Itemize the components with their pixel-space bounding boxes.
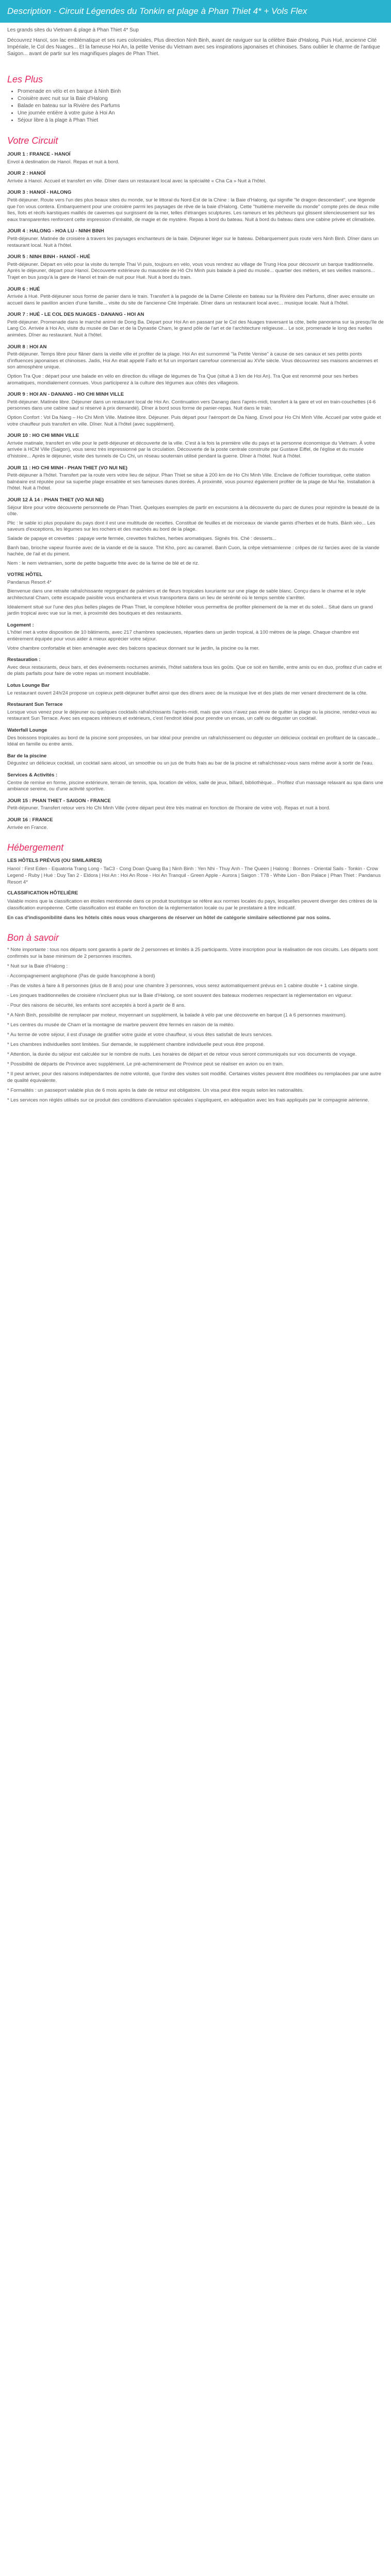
day-text: Arrivée en France. bbox=[7, 824, 48, 831]
day-text: Petit-déjeuner. Matinée de croisière à travers les paysages enchanteurs de la baie. Déjeuner léger sur le bateau. Débarquement puis route vers Ninh Binh. Dîner dans un restaurant local. Nuit à l'hôtel. bbox=[7, 235, 379, 248]
day-title: Waterfall Lounge bbox=[7, 727, 47, 733]
day-text: Plic : le sable ici plus populaire du pays dont il est une multitude de recettes. Constitué de feuilles et de morceaux de viande garnis d'herbes et de fruits. Bánh xèo... Les saveurs d'exceptions, les légumes sur les rochers et des marchés au bord de la plage. bbox=[7, 520, 376, 533]
day-title: JOUR 8 : HOI AN bbox=[7, 344, 47, 350]
day-text: Nem : le nem vietnamien, sorte de petite baguette frite avec de la farine de blé et de riz. bbox=[7, 560, 200, 566]
day-text: Petit-déjeuner. Matinée libre. Déjeuner dans un restaurant local de Hoi An. Continuation vers Danang dans l'après-midi, transfert à la gare et vol en train-couchettes (4-6 personnes dans une cabine sauf si réservé à prix demandé). Dîner à bord sous forme de panier-repas. Nuit dans le train. bbox=[7, 399, 376, 412]
plus-list bbox=[0, 88, 391, 124]
day-title: JOUR 12 À 14 : PHAN THIET (VO NUI NE) bbox=[7, 497, 104, 503]
day-text: Option Tra Que : départ pour une balade en vélo en direction du village de légumes de Tra Que (situé à 3 km de Hoi An). Tra Que est renommé pour ses herbes aromatiques, mondialement connues. Vous participerez à la culture des légumes aux côtés des villageois. bbox=[7, 374, 358, 386]
day-text: Arrivée matinale, transfert en ville pour le petit-déjeuner et découverte de la ville. C'est à la fois la première ville du pays et la personne économique du Vietnam. À votre arrivée à HCM Ville (Saigon), vous serez très impressionné par la circulation. Découverte de la poste centrale construite par Gustave Eiffel, de l'église et du musée d'histoire... Après le déjeuner, visite des tunnels de Cu Chi, un réseau souterrain utilisé pendant la guerre. Dîner à l'hôtel. Nuit à l'hôtel. bbox=[7, 440, 376, 459]
list-item: • Promenade en vélo et en barque à Ninh Binh bbox=[18, 88, 384, 95]
circuit-heading: Votre Circuit bbox=[7, 135, 58, 146]
day-text: Pandanus Resort 4* bbox=[7, 579, 52, 585]
info-paragraph: - Pour des raisons de sécurité, les enfants sont acceptés à bord à partir de 8 ans. bbox=[7, 1003, 186, 1009]
hotels-head: LES HÔTELS PRÉVUS (OU SIMILAIRES) bbox=[7, 858, 102, 864]
info-paragraph: - Accompagnement anglophone (Pas de guide francophone à bord) bbox=[7, 973, 155, 979]
circuit-days bbox=[0, 151, 391, 831]
day-title: JOUR 9 : HOI AN - DANANG - HO CHI MINH VILLE bbox=[7, 392, 124, 398]
day-text: Des boissons tropicales au bord de la piscine sont proposées, un bar idéal pour prendre un rafraîchissement ou déguster un délicieux cocktail en profitant de la cascade... Idéal en famille ou entre amis. bbox=[7, 735, 380, 748]
know-heading: Bon à savoir bbox=[7, 933, 59, 943]
day-title: JOUR 2 : HANOÏ bbox=[7, 171, 46, 177]
day-title: Restauration : bbox=[7, 657, 41, 663]
day-text: Envol à destination de Hanoï. Repas et nuit à bord. bbox=[7, 159, 120, 165]
info-paragraph: * A Ninh Binh, possibilité de remplacer par moteur, moyennant un supplément, la balade à vélo par une découverte en barque (1 à 6 personnes maximum). bbox=[7, 1012, 347, 1019]
info-paragraph: * Les chambres individuelles sont limitées. Sur demande, le supplément chambre individuelle peut vous être proposé. bbox=[7, 1042, 265, 1048]
classification-text: Valable moins que la classification en étoiles mentionnée dans ce produit touristique se réfère aux normes locales du pays, lesquelles peuvent diverger des critères de la classification européenne. Cette classification est établie en fonction de la réglementation locale ou par le prestataire à titre indicatif. bbox=[7, 899, 378, 911]
day-text: Banh bao, brioche vapeur fourrée avec de la viande et de la sauce. Thit Kho, porc au caramel. Banh Cuon, la crêpe vietnamienne : crêpes de riz farcies avec de la viande hachée, de l'ail et du piment. bbox=[7, 545, 380, 557]
day-title: JOUR 7 : HUÉ - LE COL DES NUAGES - DANANG - HOI AN bbox=[7, 312, 144, 318]
list-item: • Balade en bateau sur la Rivière des Parfums bbox=[18, 103, 384, 110]
day-title: Lotus Lounge Bar bbox=[7, 683, 50, 688]
day-text: Bienvenue dans une retraite rafraîchissante regorgeant de palmiers et de fleurs tropicales luxuriante sur une plage de sable blanc. Conçu dans le charme et le style architectural Cham, cette escapade paisible vous enchantera et vous transportera dans un lieu de sérénité où le temps semble s'arrêter. bbox=[7, 588, 366, 601]
day-text: Option Confort : Vol Da Nang – Ho Chi Minh Ville. Matinée libre. Déjeuner. Puis départ pour l'aéroport de Da Nang. Envol pour Ho Chi Minh Ville. Accueil par votre guide et votre chauffeur puis transfert en ville. Dîner. Nuit à l'hôtel (avec supplément). bbox=[7, 415, 381, 427]
day-text: Petit-déjeuner. Route vers l'un des plus beaux sites du monde, sur le littoral du Nord-Est de la Chine : la Baie d'Halong, qui signifie "le dragon descendant", une légende que l'on vous contera. Embarquement pour une croisière parmi les paysages de rêve de la baie d'Halong. Cette "huitième merveille du monde" compte près de deux mille îles, îlots et récifs karstiques maillés de cavernes qui surgissent de la mer, telles d'étranges sculptures. Les rameurs et les pêcheurs qui glissent silencieusement sur les eaux transparentes renforcent cette impression d'irréalité, de magie et de mystère. Repas à bord du bateau. Nuit à bord du bateau dans une cabine privée et climatisée. bbox=[7, 197, 379, 223]
info-paragraph: * Formalités : un passeport valable plus de 6 mois après la date de retour est obligatoire. Un visa peut être requis selon les nationalités. bbox=[7, 1088, 304, 1094]
day-title: Restaurant Sun Terrace bbox=[7, 702, 63, 708]
day-title: VOTRE HÔTEL bbox=[7, 572, 43, 578]
day-title: JOUR 5 : NINH BINH - HANOÏ - HUÉ bbox=[7, 254, 90, 260]
plus-heading: Les Plus bbox=[7, 74, 43, 84]
hotels-list: Hanoï : First Eden - Equatoria Trang Long - TaC3 - Cong Doan Quang Ba | Ninh Binh : Yen Nhi - Thuy Anh - The Queen | Halong : Bonnes - Oriental Sails - Tonkin - Crow Legend - Ruby | Hué : Duy Tan 2 - Eldora | Hoi An : Hoi An Rose - Hoi An Tranquil - Green Apple - Aurora | Saigon : T78 - White Lion - Bon Palace | Phan Thiet : Pandanus Resort 4* bbox=[7, 866, 381, 886]
day-text: Petit-déjeuner. Promenade dans le marché animé de Dong Ba. Départ pour Hoi An en passant par le Col des Nuages traversant la côte, belle panorama sur la presqu'île de Lang Co. Arrivée à Hoi An, visite du musée de Dan et de la Dynastie Cham, le grand pôle de l'art et de l'architecture religieuse... Le soir, promenade le long des ruelles animées. Dîner au restaurant. Nuit à l'hôtel. bbox=[7, 319, 384, 338]
classification-head: CLASSIFICATION HÔTELIÈRE bbox=[7, 890, 78, 896]
list-item: • Une journée entière à votre guise à Hoi An bbox=[18, 110, 384, 117]
day-title: JOUR 6 : HUÉ bbox=[7, 286, 40, 292]
day-text: Petit-déjeuner. Départ en vélo pour la visite du temple Thai Vi puis, toujours en vélo, vous vous rendrez au village de Trung Hoa pour découvrir un barque traditionnelle. Après le déjeuner, départ pour Hanoï. Découverte extérieure du mausolée de Hô Chi Minh puis balade à pied du musée... quartier des métiers, et ses vieilles maisons... Trajet en bus jusqu'à la gare de Hanoï et train de nuit pour Hué. Nuit à bord du train. bbox=[7, 261, 375, 280]
intro-subtitle: Les grands sites du Vietnam & plage à Phan Thiet 4* Sup bbox=[7, 27, 139, 33]
day-text: Idéalement situé sur l'une des plus belles plages de Phan Thiet, le complexe hôtelier vous permettra de profiter pleinement de la mer et du soleil... Situé dans un grand jardin tropical avec vue sur la mer, à proximité des boutiques et des restaurants. bbox=[7, 604, 373, 617]
hotels-note: En cas d'indisponibilité dans les hôtels cités nous vous chargerons de réserver un hôtel de catégorie similaire sélectionné par nos soins. bbox=[7, 915, 331, 921]
day-title: JOUR 10 : HO CHI MINH VILLE bbox=[7, 433, 79, 439]
day-title: Logement : bbox=[7, 622, 34, 628]
day-text: Lorsque vous venez pour le déjeuner ou quelques cocktails rafraîchissants l'après-midi, mais que vous n'avez pas envie de quitter la plage ou la piscine, rendez-vous au restaurant Sun Terrace. Avec ses espaces intérieurs et extérieurs, c'est l'endroit idéal pour prendre un encas, un café ou déguster un cocktail. bbox=[7, 709, 377, 722]
day-text: Séjour libre pour votre découverte personnelle de Phan Thiet. Quelques exemples de partir en excursions à la découverte du parc de dunes pour rejoindre la beauté de la côte. bbox=[7, 504, 380, 517]
list-item: • Croisière avec nuit sur la Baie d'Halong bbox=[18, 95, 384, 103]
day-title: Services & Activités : bbox=[7, 772, 58, 778]
info-paragraph: * Les centres du musée de Cham et la montagne de marbre peuvent être fermés en raison de la météo. bbox=[7, 1022, 235, 1028]
day-text: Petit-déjeuner. Temps libre pour flâner dans la vieille ville et profiter de la plage. Hoi An est surnommé "la Petite Venise" à cause de ses canaux et ses petits ponts d'influences japonaises et chinoises. Jadis, Hoi An était appelé Faifo et fut un important carrefour commercial au XVIe siècle. Vous découvrirez ses maisons anciennes et son atmosphère unique. bbox=[7, 351, 378, 370]
day-text: Petit-déjeuner à l'hôtel. Transfert par la route vers votre lieu de séjour. Phan Thiet se situe à 200 km de Ho Chi Minh Ville. Enclave de l'officier touristique, cette station balnéaire est réputée pour sa superbe plage ensablée et ses fameuses dunes dorées. À proximité, vous pourrez également profiter de la plage de Mui Ne. Installation à l'hôtel. Nuit à l'hôtel. bbox=[7, 472, 375, 492]
info-paragraph: - Pas de visites à faire à 8 personnes (plus de 8 ans) pour une chambre 3 personnes, vous serez automatiquement prévus en 1 cabine double + 1 cabine single. bbox=[7, 983, 359, 989]
hotels-section bbox=[0, 857, 391, 921]
page-title: Description - Circuit Légendes du Tonkin et plage à Phan Thiet 4* + Vols Flex bbox=[0, 0, 391, 23]
day-text: Dégustez un délicieux cocktail, un cocktail sans alcool, un smoothie ou un jus de fruits frais au bar de la piscine et rafraîchissez-vous sans même avoir à sortir de l'eau. bbox=[7, 760, 373, 767]
day-title: JOUR 1 : FRANCE - HANOÏ bbox=[7, 151, 71, 157]
day-text: L'hôtel met à votre disposition de 10 bâtiments, avec 217 chambres spacieuses, réparties dans un jardin tropical, à 100 mètres de la plage. Chaque chambre est entièrement équipée pour vous aider à mieux apprécier votre séjour. bbox=[7, 630, 359, 642]
info-paragraph: * Possibilité de départs de Province avec supplément. Le pré-acheminement de Province peut se réaliser en avion ou en train. bbox=[7, 1061, 284, 1067]
day-title: Bar de la piscine bbox=[7, 753, 47, 759]
day-title: JOUR 15 : PHAN THIET - SAIGON - FRANCE bbox=[7, 798, 111, 804]
intro-text: Découvrez Hanoï, son lac emblématique et ses rues coloniales, Plus direction Ninh Binh, avant de naviguer sur la célèbre Baie d'Halong. Puis Hué, ancienne Cité Impériale, le Col des Nuages... Et la fameuse Hoi An, la petite Venise du Vietnam avec ses inspirations japonaises et chinoises. Sans oublier le charme de l'antique Saigon... avant de partir sur les magnifiques plages de Phan Thiet. bbox=[7, 38, 380, 57]
info-paragraph: * Il peut arriver, pour des raisons indépendantes de notre volonté, que l'ordre des visites soit modifié. Certaines visites peuvent être modifiées ou remplacées par une autre de qualité équivalente. bbox=[7, 1071, 381, 1084]
day-text: Centre de remise en forme, piscine extérieure, terrain de tennis, spa, location de vélos, salle de jeux, billard, bibliothèque... Profitez d'un massage relaxant au spa dans une ambiance sereine, ou d'une activité sportive. bbox=[7, 779, 383, 792]
day-title: JOUR 3 : HANOÏ - HALONG bbox=[7, 190, 72, 196]
info-paragraph: * Au terme de votre séjour, il est d'usage de gratifier votre guide et votre chauffeur, si vous êtes satisfait de leurs services. bbox=[7, 1032, 273, 1038]
day-title: JOUR 11 : HO CHI MINH - PHAN THIET (VO NUI NE) bbox=[7, 465, 127, 471]
hotels-heading: Hébergement bbox=[7, 842, 64, 853]
day-text: Arrivée à Hué. Petit-déjeuner sous forme de panier dans le train. Transfert à la pagode de la Dame Céleste en bateau sur la Rivière des Parfums, dîner avec ensuite un accueil dans le pavillon ancien d'une famille... visite du site de l'ancienne Cité Impériale. Dîner dans un restaurant local avec... musique locale. Nuit à l'hôtel. bbox=[7, 294, 374, 306]
day-text: Le restaurant ouvert 24h/24 propose un copieux petit-déjeuner buffet ainsi que des dîners avec de la musique live et des plats de mer venant directement de la côte. bbox=[7, 690, 368, 696]
day-text: Avec deux restaurants, deux bars, et des événements nocturnes animés, l'hôtel satisfera tous les goûts. Que ce soit en famille, entre amis ou en duo, profitez d'un cadre et de plats parfaits pour faire de votre repas un moment inoubliable. bbox=[7, 664, 382, 677]
day-text: Votre chambre confortable et bien aménagée avec des balcons spacieux donnant sur le jardin, la piscine ou la mer. bbox=[7, 645, 260, 651]
day-text: Salade de papaye et crevettes : papaye verte fermée, crevettes fraîches, herbes aromatiques. Signés fris. Chè : desserts... bbox=[7, 535, 277, 541]
info-paragraph: * Attention, la durée du séjour est calculée sur le nombre de nuits. Les horaires de départ et de retour vous seront communiqués sur vos documents de voyage. bbox=[7, 1052, 357, 1058]
know-section bbox=[0, 946, 391, 1117]
day-title: JOUR 4 : HALONG - HOA LU - NINH BINH bbox=[7, 228, 104, 234]
day-text: Petit-déjeuner. Transfert retour vers Ho Chi Minh Ville (votre départ peut être très matinal en fonction de l'horaire de votre vol). Repas et nuit à bord. bbox=[7, 805, 331, 811]
day-title: JOUR 16 : FRANCE bbox=[7, 817, 53, 823]
day-text: Arrivée à Hanoï. Accueil et transfert en ville. Dîner dans un restaurant local avec la spécialité « Cha Ca » Nuit à l'hôtel. bbox=[7, 178, 267, 184]
intro bbox=[0, 23, 391, 63]
page bbox=[0, 0, 391, 1117]
info-paragraph: - Les jonques traditionnelles de croisière n'incluent plus sur la Baie d'Halong, ce sont souvent des bateaux modernes respectant la réglementation en vigueur. bbox=[7, 993, 353, 999]
info-paragraph: * Les services non réglés utilisés sur ce produit des conditions d'annulation spéciales s'appliquent, en adéquation avec les frais appliqués par le compagnie aérienne. bbox=[7, 1097, 369, 1104]
info-paragraph: * Note importante : tous nos départs sont garantis à partir de 2 personnes et limités à 25 participants. Votre inscription pour la réalisation de nos circuits. Les départs sont confirmés sur la base minimum de 2 personnes inscrites. bbox=[7, 947, 378, 960]
list-item: • Séjour libre à la plage à Phan Thiet bbox=[18, 117, 384, 124]
info-paragraph: * Nuit sur la Baie d'Halong : bbox=[7, 963, 68, 970]
